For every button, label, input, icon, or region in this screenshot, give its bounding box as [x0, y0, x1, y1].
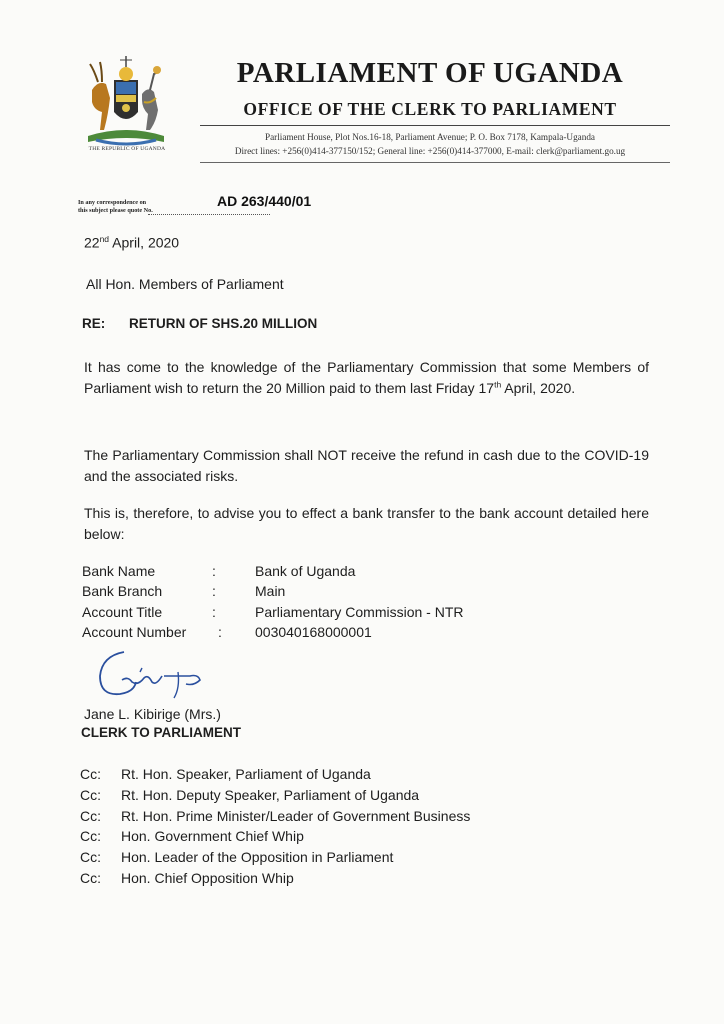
reference-dotted-line [148, 214, 270, 215]
handwritten-signature [94, 646, 214, 704]
bank-detail-colon: : [212, 563, 216, 579]
reference-note-line2: this subject please quote No. [78, 207, 153, 214]
paragraph-1 [84, 357, 649, 399]
paragraph-1-main: It has come to the knowledge of the Parliamentary Commission that some Members of Parliament wish to return the 20 Million paid to them last Friday 17 [84, 359, 649, 396]
bank-detail-colon: : [218, 624, 222, 640]
bank-detail-label: Bank Name [82, 563, 156, 579]
cc-recipient: Rt. Hon. Prime Minister/Leader of Government Business [121, 808, 471, 824]
cc-recipient: Rt. Hon. Deputy Speaker, Parliament of Uganda [121, 787, 420, 803]
reference-note [78, 199, 153, 215]
date-suffix: nd [99, 234, 110, 244]
cc-label: Cc: [80, 766, 101, 782]
crest-caption: THE REPUBLIC OF UGANDA [88, 146, 166, 152]
bank-detail-colon: : [212, 604, 216, 620]
cc-label: Cc: [80, 849, 101, 865]
signatory-name: Jane L. Kibirige (Mrs.) [84, 706, 221, 722]
bank-detail-value: Bank of Uganda [255, 563, 356, 579]
reference-number: AD 263/440/01 [217, 193, 312, 209]
bank-detail-value: 003040168000001 [255, 624, 372, 640]
bank-detail-label: Account Title [82, 604, 163, 620]
organization-name: PARLIAMENT OF UGANDA [236, 57, 624, 89]
paragraph-3: This is, therefore, to advise you to effect a bank transfer to the bank account detailed here below: [84, 505, 649, 542]
office-name: OFFICE OF THE CLERK TO PARLIAMENT [243, 99, 617, 119]
bank-detail-label: Bank Branch [82, 583, 163, 599]
cc-recipient: Hon. Leader of the Opposition in Parliament [121, 849, 394, 865]
date-day: 22 [84, 234, 100, 251]
bank-detail-value: Main [255, 583, 286, 599]
subject-label: RE: [82, 316, 106, 331]
office-address: Parliament House, Plot Nos.16-18, Parliament Avenue; P. O. Box 7178, Kampala-Uganda [264, 132, 596, 142]
bank-detail-value: Parliamentary Commission - NTR [255, 604, 464, 620]
cc-label: Cc: [80, 828, 101, 844]
paragraph-1-end: April, 2020. [501, 380, 576, 396]
cc-label: Cc: [80, 787, 101, 803]
cc-recipient: Hon. Chief Opposition Whip [121, 870, 294, 886]
letterhead-rule-bottom [200, 162, 670, 163]
cc-label: Cc: [80, 808, 101, 824]
cc-recipient: Hon. Government Chief Whip [121, 828, 304, 844]
date-rest: April, 2020 [109, 234, 180, 251]
subject-line: RETURN OF SHS.20 MILLION [129, 316, 318, 331]
cc-label: Cc: [80, 870, 101, 886]
paragraph-1-superscript: th [494, 379, 502, 390]
cc-recipient: Rt. Hon. Speaker, Parliament of Uganda [121, 766, 371, 782]
bank-detail-colon: : [212, 583, 216, 599]
coat-of-arms-icon [78, 50, 174, 154]
letter-date [84, 234, 179, 251]
reference-note-line1: In any correspondence on [78, 199, 147, 206]
addressee: All Hon. Members of Parliament [86, 276, 284, 292]
paragraph-2: The Parliamentary Commission shall NOT receive the refund in cash due to the COVID-19 and the associated risks. [84, 447, 649, 484]
letterhead-rule-top [200, 125, 670, 126]
office-contacts: Direct lines: +256(0)414-377150/152; General line: +256(0)414-377000, E-mail: clerk@parliament.go.ug [234, 146, 626, 156]
bank-detail-label: Account Number [82, 624, 187, 640]
signatory-title: CLERK TO PARLIAMENT [81, 725, 241, 740]
